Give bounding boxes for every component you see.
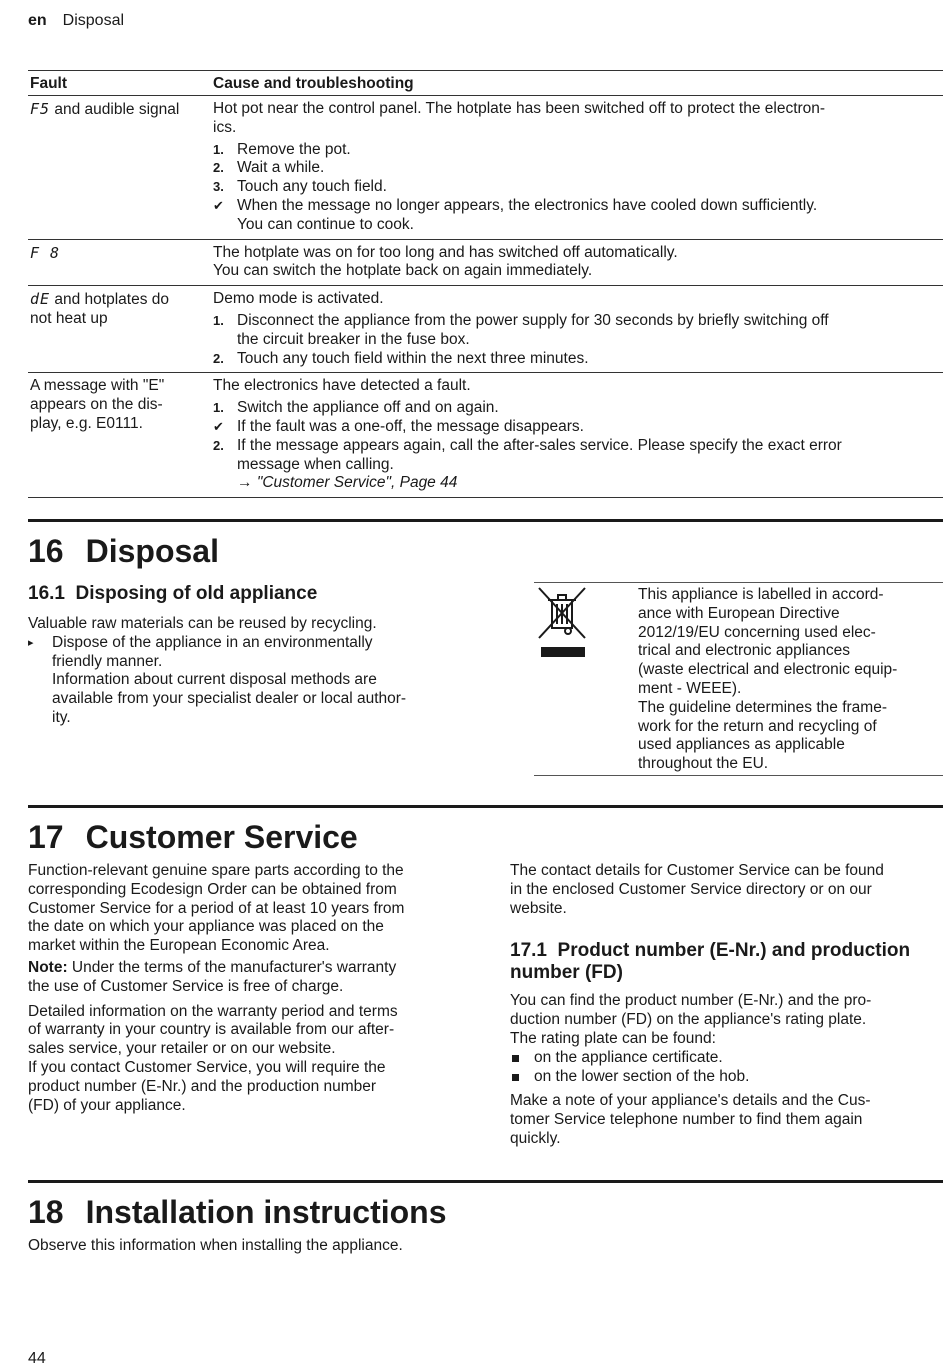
disposal-left-column: [28, 583, 468, 728]
cause-cell: [213, 96, 943, 239]
cause-text: You can switch the hotplate back on again immediately.: [213, 262, 593, 280]
chapter-18: [28, 1180, 943, 1231]
chapter-title: 18 Installation instructions: [28, 1194, 447, 1230]
result-item: [213, 418, 943, 437]
step-item: [213, 350, 943, 369]
step-text: Disconnect the appliance from the power supply for 30 seconds by briefly switching off: [237, 311, 829, 329]
step-number: 2.: [213, 160, 224, 176]
table-row: [28, 286, 943, 373]
note: Note: Under the terms of the manufacturer's warranty the use of Customer Service is free of charge.: [28, 958, 397, 995]
page-number: 44: [28, 1350, 46, 1367]
fault-text: and audible signal: [50, 101, 180, 118]
col-header-cause: Cause and troubleshooting: [213, 75, 414, 92]
cause-cell: [213, 240, 943, 286]
cause-cell: [213, 373, 943, 497]
step-number: 1.: [213, 400, 224, 416]
weee-text: This appliance is labelled in accord- ance with European Directive 2012/19/EU concerning used elec- trical and electronic appliances (waste electrical and electronic equip- ment - WEEE). The guideline determines the frame- work for the return and recycling of used appliances as applicable throughout the EU.: [638, 586, 898, 773]
step-item: [213, 159, 943, 178]
square-bullet-icon: [512, 1074, 519, 1081]
paragraph: Detailed information on the warranty period and terms of warranty in your country is available from our after- sales service, your retailer or on our website. If you contact Customer Service, you will require the product number (E-Nr.) and the production number (FD) of your appliance.: [28, 1002, 398, 1114]
fault-text: appears on the dis-: [30, 396, 163, 414]
step-number: 2.: [213, 350, 224, 366]
list-item: on the appliance certificate.: [510, 1049, 943, 1068]
step-number: 2.: [213, 437, 224, 453]
fault-cell: [30, 100, 202, 120]
paragraph: Observe this information when installing the appliance.: [28, 1237, 403, 1254]
table-row: [28, 240, 943, 287]
chapter-16: [28, 519, 943, 570]
step-number: 1.: [213, 312, 224, 328]
step-text: If the message appears again, call the after-sales service. Please specify the exact error: [237, 436, 842, 454]
crossed-bin-icon: [537, 586, 589, 658]
fault-text: play, e.g. E0111.: [30, 414, 143, 432]
triangle-bullet-icon: ▸: [28, 636, 34, 649]
paragraph: Function-relevant genuine spare parts according to the corresponding Ecodesign Order can be obtained from Customer Service for a period of at least 10 years from the date on which your appliance was placed on the market within the European Economic Area.: [28, 862, 405, 955]
language-code: en: [28, 12, 47, 29]
chapter-title: 17 Customer Service: [28, 819, 358, 855]
result-text: If the fault was a one-off, the message disappears.: [237, 417, 584, 435]
fault-text: A message with "E": [30, 377, 165, 395]
chapter-title: 16 Disposal: [28, 533, 219, 569]
step-text: Remove the pot.: [237, 140, 351, 158]
step-text: Touch any touch field.: [237, 178, 387, 196]
step-text: the circuit breaker in the fuse box.: [237, 330, 470, 348]
step-item: [213, 399, 943, 418]
table-row: [28, 373, 943, 498]
paragraph: Valuable raw materials can be reused by recycling.: [28, 615, 377, 632]
paragraph: You can find the product number (E-Nr.) and the pro- duction number (FD) on the appliance's rating plate. The rating plate can be found:: [510, 992, 872, 1047]
step-item: [213, 178, 943, 197]
paragraph: Make a note of your appliance's details and the Cus- tomer Service telephone number to find them again quickly.: [510, 1092, 871, 1147]
service-left-column: [28, 862, 483, 1115]
check-icon: ✔: [213, 197, 224, 213]
step-text: Touch any touch field within the next three minutes.: [237, 349, 589, 367]
section-title: 17.1 Product number (E-Nr.) and production number (FD): [510, 940, 911, 984]
weee-notice: [534, 582, 943, 776]
square-bullet-icon: [512, 1055, 519, 1062]
fault-table: [28, 70, 943, 498]
list-item: on the lower section of the hob.: [510, 1068, 943, 1087]
fault-code: F5: [30, 100, 51, 118]
table-row: [28, 96, 943, 240]
result-item: [213, 197, 943, 235]
cross-reference-link[interactable]: → "Customer Service", Page 44: [237, 474, 458, 492]
running-header: [28, 12, 124, 31]
step-text: message when calling.: [237, 455, 394, 473]
fault-cell: [30, 244, 202, 264]
bullet-item: ▸ Dispose of the appliance in an environmentally friendly manner. Information about current disposal methods are available from your specialist dealer or local author- ity.: [28, 633, 407, 726]
col-header-fault: Fault: [30, 75, 68, 92]
arrow-right-icon: →: [237, 474, 257, 492]
cause-text: The hotplate was on for too long and has switched off automatically.: [213, 243, 678, 261]
fault-code: dE: [30, 290, 51, 309]
cause-cell: [213, 286, 943, 372]
header-section: Disposal: [62, 12, 125, 29]
service-right-column: [510, 862, 943, 1149]
table-header: [28, 70, 943, 96]
cause-text: Demo mode is activated.: [213, 290, 384, 308]
step-item: [213, 141, 943, 160]
result-text: When the message no longer appears, the electronics have cooled down sufficiently.: [237, 196, 818, 214]
cause-text: Hot pot near the control panel. The hotplate has been switched off to protect the electron-: [213, 100, 826, 117]
step-text: Wait a while.: [237, 159, 325, 177]
fault-cell: [30, 290, 202, 329]
paragraph: The contact details for Customer Service can be found in the enclosed Customer Service directory or on our website.: [510, 862, 884, 917]
step-number: 3.: [213, 179, 224, 195]
check-icon: ✔: [213, 418, 224, 434]
fault-code: F 8: [30, 243, 61, 262]
fault-text: and hotplates do: [50, 291, 169, 309]
fault-cell: [30, 377, 202, 433]
step-item: [213, 312, 943, 350]
step-text: Switch the appliance off and on again.: [237, 399, 499, 417]
result-text: You can continue to cook.: [237, 215, 414, 233]
step-item: [213, 437, 943, 493]
chapter-17: [28, 805, 943, 856]
cause-text: The electronics have detected a fault.: [213, 377, 471, 395]
fault-text: not heat up: [30, 309, 108, 327]
step-number: 1.: [213, 141, 224, 157]
section-title: 16.1 Disposing of old appliance: [28, 583, 318, 604]
cause-text: ics.: [213, 118, 237, 136]
